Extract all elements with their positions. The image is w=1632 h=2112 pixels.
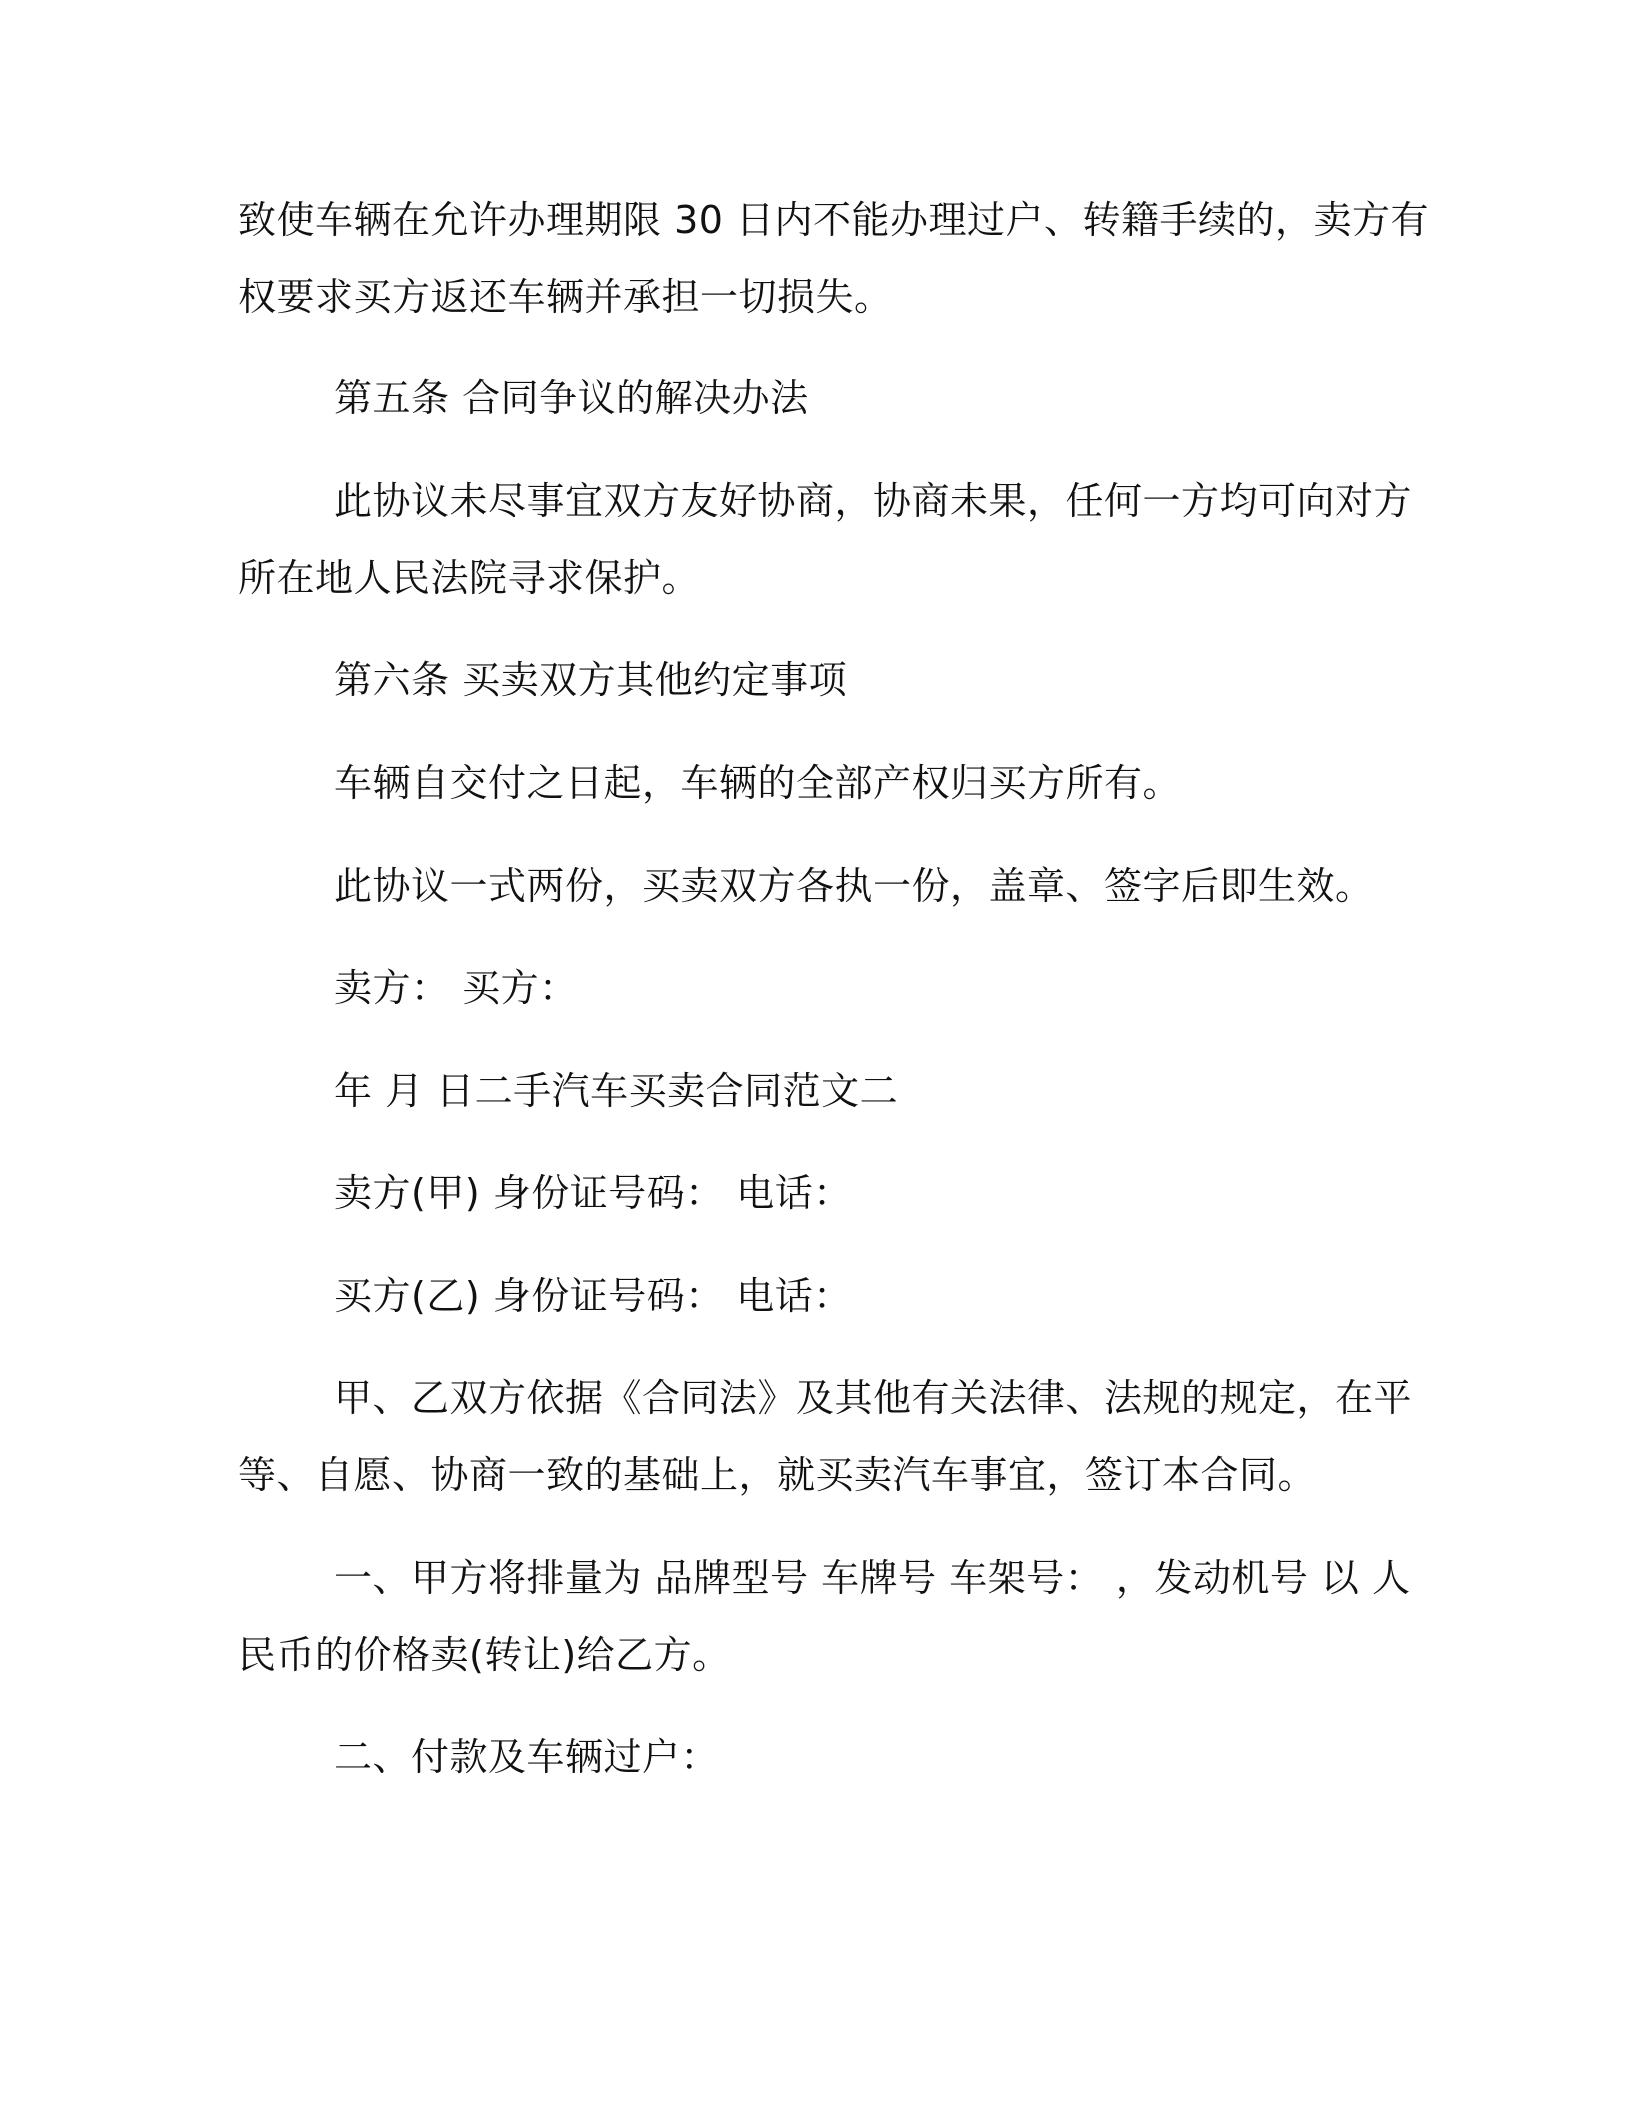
date-title-line: 年 月 日二手汽车买卖合同范文二 — [334, 1069, 899, 1113]
paragraph-line: 甲、乙双方依据《合同法》及其他有关法律、法规的规定，在平 — [334, 1376, 1413, 1420]
section-heading: 第六条 买卖双方其他约定事项 — [334, 658, 848, 702]
paragraph-line: 此协议未尽事宜双方友好协商，协商未果，任何一方均可向对方 — [334, 479, 1413, 523]
paragraph-line: 等、自愿、协商一致的基础上，就买卖汽车事宜，签订本合同。 — [238, 1453, 1317, 1497]
section-heading: 第五条 合同争议的解决办法 — [334, 376, 809, 420]
paragraph-line: 车辆自交付之日起，车辆的全部产权归买方所有。 — [334, 761, 1182, 805]
paragraph-line: 民币的价格卖(转让)给乙方。 — [238, 1633, 731, 1677]
paragraph-line: 权要求买方返还车辆并承担一切损失。 — [238, 275, 893, 319]
seller-info-line: 卖方(甲) 身份证号码： 电话： — [334, 1171, 852, 1215]
signature-line: 卖方： 买方： — [334, 966, 578, 1010]
paragraph-line: 一、甲方将排量为 品牌型号 车牌号 车架号： ，发动机号 以 人 — [334, 1556, 1411, 1600]
paragraph-line: 所在地人民法院寻求保护。 — [238, 556, 701, 600]
section-heading: 二、付款及车辆过户： — [334, 1735, 720, 1779]
buyer-info-line: 买方(乙) 身份证号码： 电话： — [334, 1274, 852, 1318]
paragraph-line: 致使车辆在允许办理期限 30 日内不能办理过户、转籍手续的，卖方有 — [238, 198, 1430, 242]
paragraph-line: 此协议一式两份，买卖双方各执一份，盖章、签字后即生效。 — [334, 864, 1374, 908]
